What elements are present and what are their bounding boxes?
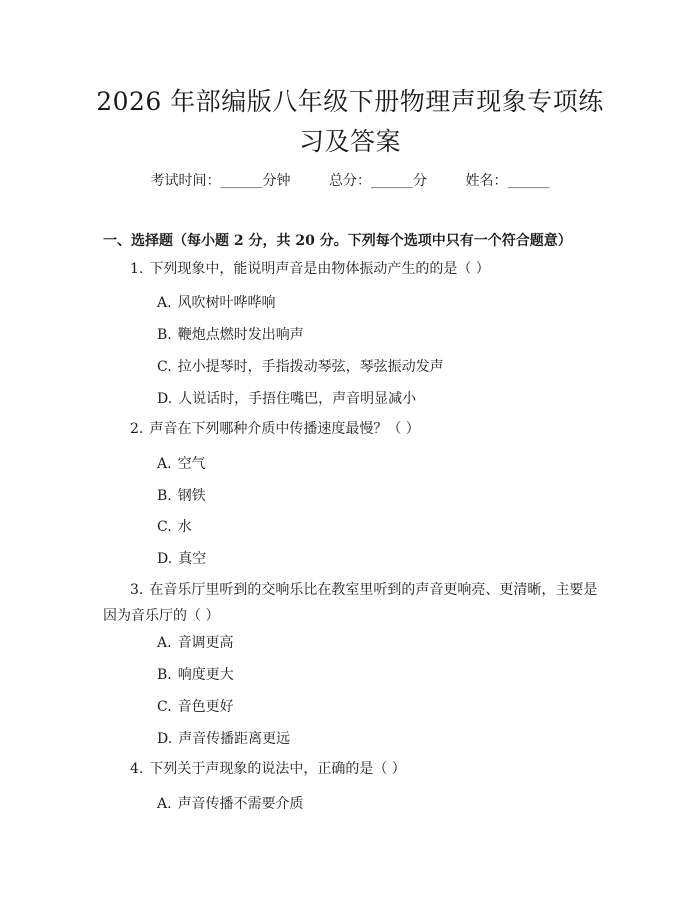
question-3 — [103, 577, 603, 629]
option-letter: C. — [157, 359, 172, 375]
option-letter: B. — [157, 327, 172, 343]
option-text: 音色更好 — [177, 699, 234, 715]
option-letter: C. — [157, 519, 172, 535]
question-2-option-d — [157, 548, 206, 568]
question-2-option-a — [157, 453, 206, 473]
page-title: 2026 年部编版八年级下册物理声现象专项练习及答案 — [96, 87, 604, 156]
student-name-field: 姓名：______ — [465, 173, 550, 189]
option-text: 拉小提琴时，手指拨动琴弦，琴弦振动发声 — [177, 359, 444, 375]
option-letter: A. — [157, 796, 172, 812]
question-text: 声音在下列哪种介质中传播速度最慢？（ ） — [149, 421, 420, 437]
option-text: 声音传播不需要介质 — [177, 796, 304, 812]
option-letter: A. — [157, 295, 172, 311]
option-text: 人说话时，手捂住嘴巴，声音明显减小 — [178, 391, 417, 407]
exam-meta — [0, 170, 700, 190]
question-text: 在音乐厅里听到的交响乐比在教室里听到的声音更响亮、更清晰，主要是因为音乐厅的（ ） — [103, 582, 598, 624]
option-text: 空气 — [177, 456, 206, 472]
question-1-option-a — [157, 292, 276, 312]
question-text: 下列现象中，能说明声音是由物体振动产生的的是（ ） — [149, 261, 490, 277]
question-number: 2. — [130, 421, 144, 437]
option-letter: C. — [157, 699, 172, 715]
exam-time-field: 考试时间：______分钟 — [150, 173, 291, 189]
question-number: 1. — [130, 261, 144, 277]
question-number: 4. — [130, 761, 144, 777]
option-text: 鞭炮点燃时发出响声 — [177, 327, 304, 343]
option-letter: D. — [157, 731, 173, 747]
question-4 — [130, 756, 600, 782]
option-letter: B. — [157, 488, 172, 504]
question-1-option-d — [157, 388, 416, 408]
option-letter: D. — [157, 391, 173, 407]
section-heading: 一、选择题（每小题 2 分，共 20 分。下列每个选项中只有一个符合题意） — [103, 233, 572, 249]
question-2 — [130, 416, 600, 442]
question-2-option-c — [157, 516, 192, 536]
question-2-option-b — [157, 485, 206, 505]
option-letter: B. — [157, 667, 172, 683]
option-text: 声音传播距离更远 — [178, 731, 291, 747]
option-text: 真空 — [178, 551, 207, 567]
question-3-option-c — [157, 696, 234, 716]
option-letter: A. — [157, 635, 172, 651]
option-text: 水 — [177, 519, 192, 535]
question-3-option-d — [157, 728, 290, 748]
option-text: 响度更大 — [177, 667, 234, 683]
question-number: 3. — [130, 582, 144, 598]
question-text: 下列关于声现象的说法中，正确的是（ ） — [149, 761, 406, 777]
question-1-option-b — [157, 324, 304, 344]
option-text: 钢铁 — [177, 488, 206, 504]
option-letter: D. — [157, 551, 173, 567]
question-3-option-b — [157, 664, 234, 684]
total-score-field: 总分：______分 — [329, 173, 427, 189]
question-3-option-a — [157, 632, 234, 652]
option-letter: A. — [157, 456, 172, 472]
question-4-option-a — [157, 793, 304, 813]
question-1 — [130, 256, 600, 282]
option-text: 风吹树叶哗哗响 — [177, 295, 276, 311]
question-1-option-c — [157, 356, 444, 376]
option-text: 音调更高 — [177, 635, 234, 651]
